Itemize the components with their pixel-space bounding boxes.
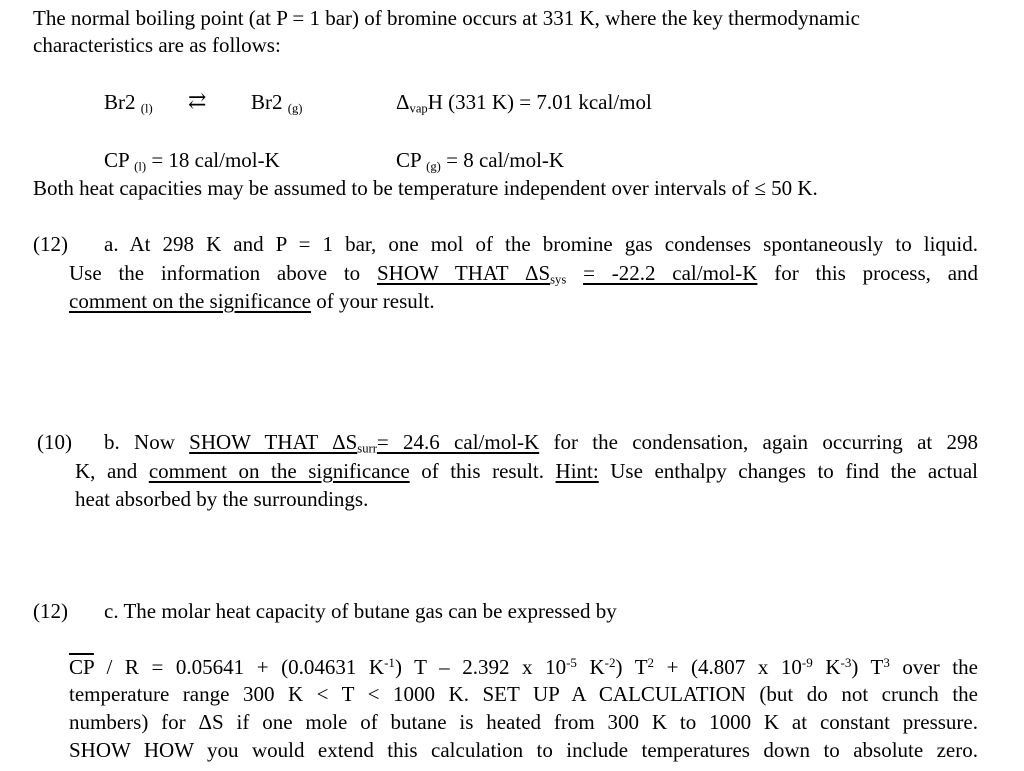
part-c-points: (12)	[33, 599, 68, 623]
gas-cp-value: = 8 cal/mol-K	[446, 148, 565, 172]
cp-symbol: CP	[104, 148, 129, 172]
assumption-text: Both heat capacities may be assumed to be temperature independent over intervals of ≤ 50 K.	[33, 176, 818, 200]
part-a-intro: Use the information above to	[69, 261, 361, 285]
part-b-condensation-text: for the condensation, again occurring at 298	[553, 430, 979, 454]
reaction-right	[251, 92, 302, 115]
part-b-and: K, and	[75, 459, 138, 483]
part-b-result: of this result.	[421, 459, 545, 483]
part-c-line-4: numbers) for ΔS if one mole of butane is heated from 300 K to 1000 K at constant pressure.	[69, 710, 978, 734]
cp-bar-symbol: $\overline{CP}$	[69, 655, 94, 680]
entropy-sys-value: = -22.2 cal/mol-K	[583, 261, 758, 285]
enthalpy-text: H (331 K) = 7.01 kcal/mol	[427, 90, 652, 114]
part-a-line-1: a. At 298 K and P = 1 bar, one mol of the bromine gas condenses spontaneously to liquid.	[104, 232, 978, 256]
product-phase: (g)	[287, 101, 303, 116]
part-a-line-3	[69, 291, 435, 312]
product: Br2	[251, 90, 283, 114]
part-c-line-5: SHOW HOW you would extend this calculation to include temperatures down to absolute zero.	[69, 738, 978, 762]
part-c-line-3: temperature range 300 K < T < 1000 K. SET UP A CALCULATION (but do not crunch the	[69, 682, 978, 706]
vap-subscript: vap	[409, 101, 428, 116]
part-b-points: (10)	[37, 430, 72, 454]
equilibrium-arrow: ⇄	[188, 88, 207, 113]
part-a-process-text: for this process, and	[774, 261, 979, 285]
show-that-delta-s-surr: SHOW THAT $\Delta S_{surr}= 24.6$ cal/mol-K	[189, 430, 540, 456]
reaction-left	[104, 92, 153, 115]
gas-phase: (g)	[426, 159, 441, 174]
delta-symbol: Δ	[396, 90, 410, 114]
liquid-heat-capacity	[104, 150, 280, 173]
reactant-phase: (l)	[140, 101, 153, 116]
comment-significance-b: comment on the significance	[148, 459, 410, 483]
part-b-line-2	[75, 461, 978, 482]
reactant: Br2	[104, 90, 136, 114]
part-a-points: (12)	[33, 232, 68, 256]
part-b-line-3: heat absorbed by the surroundings.	[75, 487, 369, 511]
comment-significance-a: comment on the significance	[69, 289, 312, 313]
butane-cp-equation: $\overline{CP} / R = 0.05641 + (0.04631$ $K^{-1}$) T – 2.392 x $10^{-5}$ $K^{-2}$) $T^2 + (4.807$ x $10^{-9}$ $K^{-3}$) $T^3$ over the	[69, 655, 978, 680]
liquid-cp-value: = 18 cal/mol-K	[151, 148, 280, 172]
part-c-line-1: c. The molar heat capacity of butane gas can be expressed by	[104, 599, 617, 623]
part-a-line-2	[69, 263, 978, 286]
hint-label: Hint:	[555, 459, 599, 483]
hint-text: Use enthalpy changes to find the actual	[610, 459, 978, 483]
liquid-phase: (l)	[134, 159, 147, 174]
intro-line-1: The normal boiling point (at P = 1 bar) of bromine occurs at 331 K, where the key thermodynamic	[33, 6, 860, 30]
show-that-delta-s-sys: SHOW THAT $\Delta S_{sys}$	[376, 261, 567, 287]
part-a-end: of your result.	[316, 289, 435, 313]
part-b-intro: b. Now	[104, 430, 175, 454]
part-b-line-1	[104, 432, 978, 455]
intro-line-2: characteristics are as follows:	[33, 33, 281, 57]
vaporization-enthalpy	[396, 92, 652, 115]
cp-symbol: CP	[396, 148, 421, 172]
gas-heat-capacity	[396, 150, 564, 173]
